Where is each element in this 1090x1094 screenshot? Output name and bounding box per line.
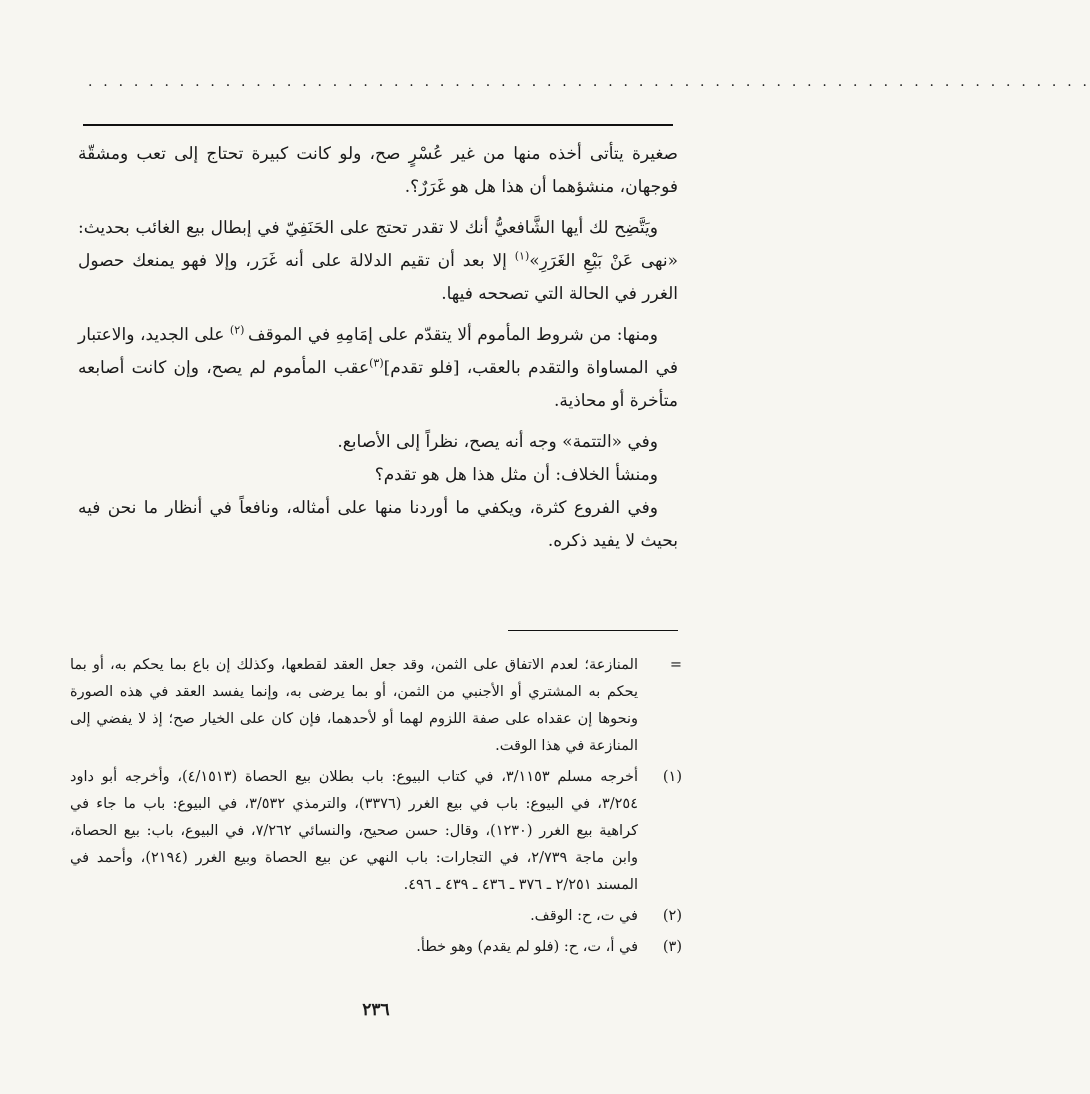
paragraph-4: وفي «التتمة» وجه أنه يصح، نظراً إلى الأصابع.	[337, 432, 658, 452]
paragraph-5: ومنشأ الخلاف: أن مثل هذا هل هو تقدم؟	[374, 465, 658, 485]
paragraph-3-part-a: ومنها: من شروط المأموم ألا يتقدّم على إمَامِهِ في الموقف	[248, 325, 658, 345]
footnote-continuation	[70, 652, 682, 760]
footnote-ref-2[interactable]: (٢)	[229, 323, 249, 337]
header-rule	[83, 124, 673, 126]
paragraph-3-part-b: على الجديد، والاعتبار في المساواة والتقدم بالعقب، [فلو تقدم]	[78, 325, 678, 378]
paragraph-3-part-c: عقب المأموم لم يصح، وإن كانت أصابعه متأخرة أو محاذية.	[78, 358, 678, 411]
paragraph-6: وفي الفروع كثرة، ويكفي ما أوردنا منها على أمثاله، ونافعاً في أنظار ما نحن فيه بحيث لا يفيد ذكره.	[78, 498, 678, 551]
footnote-1	[70, 764, 682, 899]
footnote-2	[70, 903, 682, 930]
footnote-1-text: أخرجه مسلم ٣/١١٥٣، في كتاب البيوع: باب بطلان بيع الحصاة (٤/١٥١٣)، وأخرجه أبو داود ٣/٢٥٤، في البيوع: باب في بيع الغرر (٣٣٧٦)، والترمذي ٣/٥٣٢، في البيوع: باب ما جاء في كراهية بيع الغرر (١٢٣٠)، وقال: حسن صحيح، والنسائي ٧/٢٦٢، في البيوع، باب: بيع الحصاة، وابن ماجة ٢/٧٣٩، في التجارات: باب النهي عن بيع الحصاة وبيع الغرر (٢١٩٤)، وأحمد في المسند ٢/٢٥١ ـ ٣٧٦ ـ ٤٣٦ ـ ٤٣٩ ـ ٤٩٦.	[70, 769, 639, 893]
footnote-continuation-text: المنازعة؛ لعدم الاتفاق على الثمن، وقد جعل العقد لقطعها، وكذلك إن باع بما يحكم به، أو بما يحكم به المشتري أو الأجنبي من الثمن، أو بما يرضى به، وإنما يفسد العقد في هذه الصورة ونحوها إن عقداه على صفة اللزوم لهما أو لأحدهما، فإن كان على الخيار صح؛ إذ لا يفضي إلى المنازعة في هذا الوقت.	[70, 657, 638, 754]
footnote-separator	[508, 630, 678, 631]
footnote-3	[70, 934, 682, 961]
footnote-2-marker: (٢)	[662, 908, 682, 924]
page-number: ٢٣٦	[362, 1000, 390, 1020]
footnote-ref-3[interactable]: (٣)	[369, 356, 384, 370]
footnotes	[70, 652, 682, 965]
paragraph-2	[78, 212, 678, 311]
footnote-ref-1[interactable]: (١)	[514, 249, 530, 263]
footnote-continuation-marker: =	[669, 657, 682, 673]
footnote-2-text: في ت، ح: الوقف.	[530, 908, 638, 924]
paragraph-2-part-a: ويَتَّضِح لك أيها الشَّافعيُّ أنك لا تقدر تحتج على الحَنَفِيّ في إبطال بيع الغائب بحديث: «نهى عَنْ بَيْعِ الغَرَرِ»	[78, 218, 679, 271]
paragraph-1: صغيرة يتأتى أخذه منها من غير عُسْرٍ صح، ولو كانت كبيرة تحتاج إلى تعب ومشقّة فوجهان، منشؤهما أن هذا هل هو غَرَرٌ؟.	[78, 144, 678, 197]
paragraph-3	[78, 319, 678, 418]
footnote-3-marker: (٣)	[662, 939, 682, 955]
header-dotted-line: · · · · · · · · · · · · · · · · · · · · · · · · · · · · · · · · · · · · · · · · · · · · · · · · · · · · · · · · · · · · · · · · · ·	[88, 78, 1090, 94]
footnote-3-text: في أ، ت، ح: (فلو لم يقدم) وهو خطأ.	[416, 939, 638, 955]
footnote-1-marker: (١)	[662, 769, 682, 785]
main-text	[78, 138, 678, 566]
paragraph-2-part-b: إلا بعد أن تقيم الدلالة على أنه غَرَر، وإلا فهو يمنعك حصول الغرر في الحالة التي تصححه فيها.	[78, 251, 678, 304]
